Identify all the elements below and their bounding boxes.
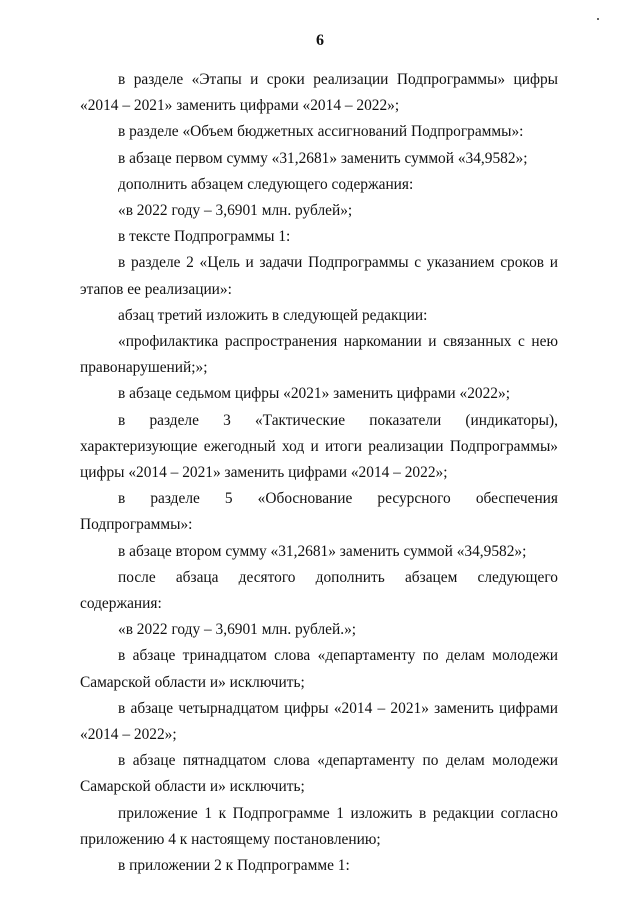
paragraph: дополнить абзацем следующего содержания: — [118, 175, 414, 193]
paragraph: в разделе 5 «Обоснование ресурсного обеспечения Подпрограммы»: — [80, 490, 558, 534]
paragraph: «в 2022 году – 3,6901 млн. рублей.»; — [118, 621, 357, 639]
paragraph: в тексте Подпрограммы 1: — [118, 228, 291, 246]
paragraph: приложение 1 к Подпрограмме 1 изложить в редакции согласно приложению 4 к настоящему постановлению; — [80, 804, 558, 848]
paragraph: в абзаце тринадцатом слова «департаменту по делам молодежи Самарской области и» исключить; — [80, 647, 558, 691]
paragraph: в разделе «Объем бюджетных ассигнований Подпрограммы»: — [118, 123, 524, 141]
paragraph: абзац третий изложить в следующей редакции: — [118, 306, 428, 324]
paragraph: в абзаце пятнадцатом слова «департаменту по делам молодежи Самарской области и» исключить; — [80, 752, 558, 796]
paragraph: в разделе 3 «Тактические показатели (индикаторы), характеризующие ежегодный ход и итоги реализации Подпрограммы» цифры «2014 – 2021» заменить цифрами «2014 – 2022»; — [80, 411, 558, 482]
paragraph: в абзаце четырнадцатом цифры «2014 – 2021» заменить цифрами «2014 – 2022»; — [80, 699, 558, 744]
paragraph: «в 2022 году – 3,6901 млн. рублей»; — [118, 202, 353, 220]
paragraph: в абзаце первом сумму «31,2681» заменить суммой «34,9582»; — [118, 149, 528, 167]
paragraph: в разделе 2 «Цель и задачи Подпрограммы с указанием сроков и этапов ее реализации»: — [80, 254, 558, 298]
paragraph: в абзаце седьмом цифры «2021» заменить цифрами «2022»; — [118, 385, 510, 403]
paragraph: в разделе «Этапы и сроки реализации Подпрограммы» цифры «2014 – 2021» заменить цифрами «2014 – 2022»; — [80, 71, 558, 115]
paragraph: после абзаца десятого дополнить абзацем следующего содержания: — [80, 568, 558, 613]
page-number: 6 — [316, 32, 324, 49]
paragraph: в приложении 2 к Подпрограмме 1: — [118, 857, 350, 875]
scan-speck — [597, 18, 599, 20]
document-body — [80, 67, 558, 879]
paragraph: «профилактика распространения наркомании и связанных с нею правонарушений;»; — [80, 333, 558, 377]
paragraph: в абзаце втором сумму «31,2681» заменить суммой «34,9582»; — [118, 542, 527, 560]
